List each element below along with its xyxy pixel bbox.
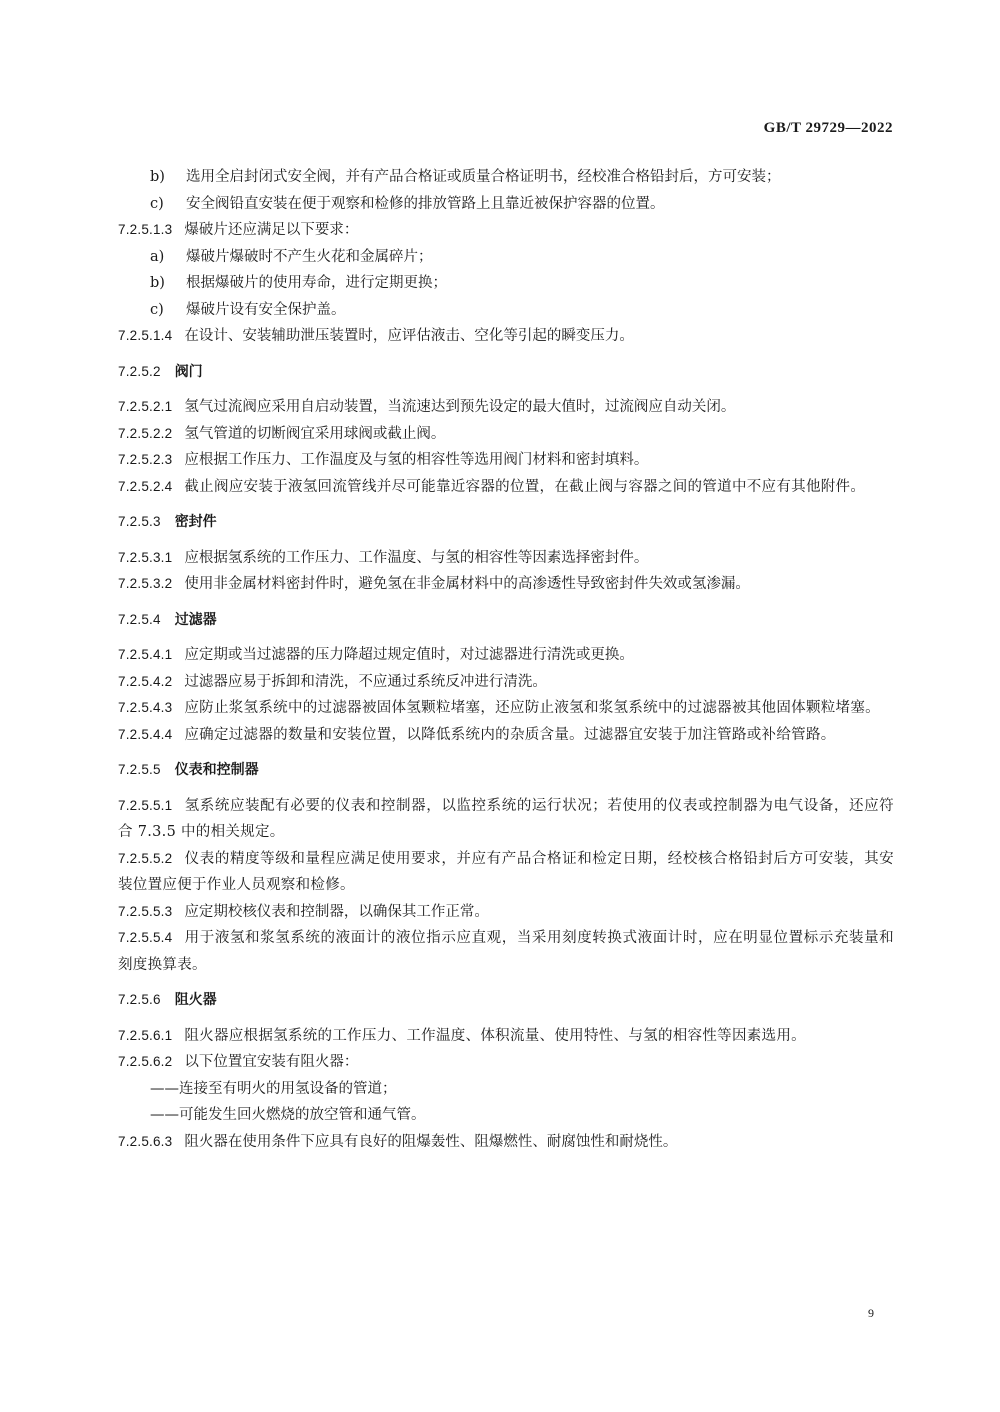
section-heading: 7.2.5.2 阀门 [118,363,203,380]
clause: 7.2.5.3.1 应根据氢系统的工作压力、工作温度、与氢的相容性等因素选择密封件。 [118,549,649,566]
clause: 7.2.5.5.2 仪表的精度等级和量程应满足使用要求，并应有产品合格证和检定日期，经校核合格铅封后方可安装，其安装位置应便于作业人员观察和检修。 [118,850,894,893]
standard-code: GB/T 29729—2022 [763,120,893,136]
clause: 7.2.5.1.3 爆破片还应满足以下要求： [118,222,359,238]
page-number: 9 [868,1306,874,1320]
clause: 7.2.5.2.1 氢气过流阀应采用自启动装置，当流速达到预先设定的最大值时，过流阀应自动关闭。 [118,399,736,415]
clause: 7.2.5.4.2 过滤器应易于拆卸和清洗，不应通过系统反冲进行清洗。 [118,673,547,690]
list-item: a) 爆破片爆破时不产生火花和金属碎片； [150,248,433,265]
clause: 7.2.5.6.1 阻火器应根据氢系统的工作压力、工作温度、体积流量、使用特性、与氢的相容性等因素选用。 [118,1027,806,1044]
clause: 7.2.5.2.3 应根据工作压力、工作温度及与氢的相容性等选用阀门材料和密封填料。 [118,452,649,468]
dash-item: ——可能发生回火燃烧的放空管和通气管。 [150,1107,426,1123]
section-heading: 7.2.5.5 仪表和控制器 [118,762,259,778]
dash-item: ——连接至有明火的用氢设备的管道； [150,1080,397,1097]
clause: 7.2.5.6.2 以下位置宜安装有阻火器： [118,1054,359,1070]
list-item: b) 根据爆破片的使用寿命，进行定期更换； [150,275,447,291]
list-item: c) 安全阀铅直安装在便于观察和检修的排放管路上且靠近被保护容器的位置。 [150,195,665,212]
clause: 7.2.5.4.3 应防止浆氢系统中的过滤器被固体氢颗粒堵塞，还应防止液氢和浆氢系统中的过滤器被其他固体颗粒堵塞。 [118,700,880,716]
section-heading: 7.2.5.6 阻火器 [118,992,217,1008]
clause: 7.2.5.2.2 氢气管道的切断阀宜采用球阀或截止阀。 [118,425,446,442]
document-body [118,164,894,1155]
list-item: b) 选用全启封闭式安全阀，并有产品合格证或质量合格证明书，经校准合格铅封后，方可安装； [150,169,781,185]
clause: 7.2.5.4.1 应定期或当过滤器的压力降超过规定值时，对过滤器进行清洗或更换。 [118,647,634,663]
clause: 7.2.5.6.3 阻火器在使用条件下应具有良好的阻爆轰性、阻爆燃性、耐腐蚀性和耐烧性。 [118,1133,678,1150]
clause: 7.2.5.5.1 氢系统应装配有必要的仪表和控制器，以监控系统的运行状况；若使用的仪表或控制器为电气设备，还应符合 7.3.5 中的相关规定。 [118,797,894,840]
clause: 7.2.5.2.4 截止阀应安装于液氢回流管线并尽可能靠近容器的位置，在截止阀与容器之间的管道中不应有其他附件。 [118,478,866,495]
clause: 7.2.5.1.4 在设计、安装辅助泄压装置时，应评估液击、空化等引起的瞬变压力。 [118,328,634,344]
section-heading: 7.2.5.4 过滤器 [118,611,217,628]
clause: 7.2.5.5.3 应定期校核仪表和控制器，以确保其工作正常。 [118,903,489,920]
clause: 7.2.5.4.4 应确定过滤器的数量和安装位置，以降低系统内的杂质含量。过滤器宜安装于加注管路或补给管路。 [118,726,836,743]
clause: 7.2.5.3.2 使用非金属材料密封件时，避免氢在非金属材料中的高渗透性导致密封件失效或氢渗漏。 [118,576,750,592]
section-heading: 7.2.5.3 密封件 [118,514,217,530]
clause: 7.2.5.5.4 用于液氢和浆氢系统的液面计的液位指示应直观，当采用刻度转换式液面计时，应在明显位置标示充装量和刻度换算表。 [118,930,894,973]
list-item: c) 爆破片设有安全保护盖。 [150,301,346,318]
